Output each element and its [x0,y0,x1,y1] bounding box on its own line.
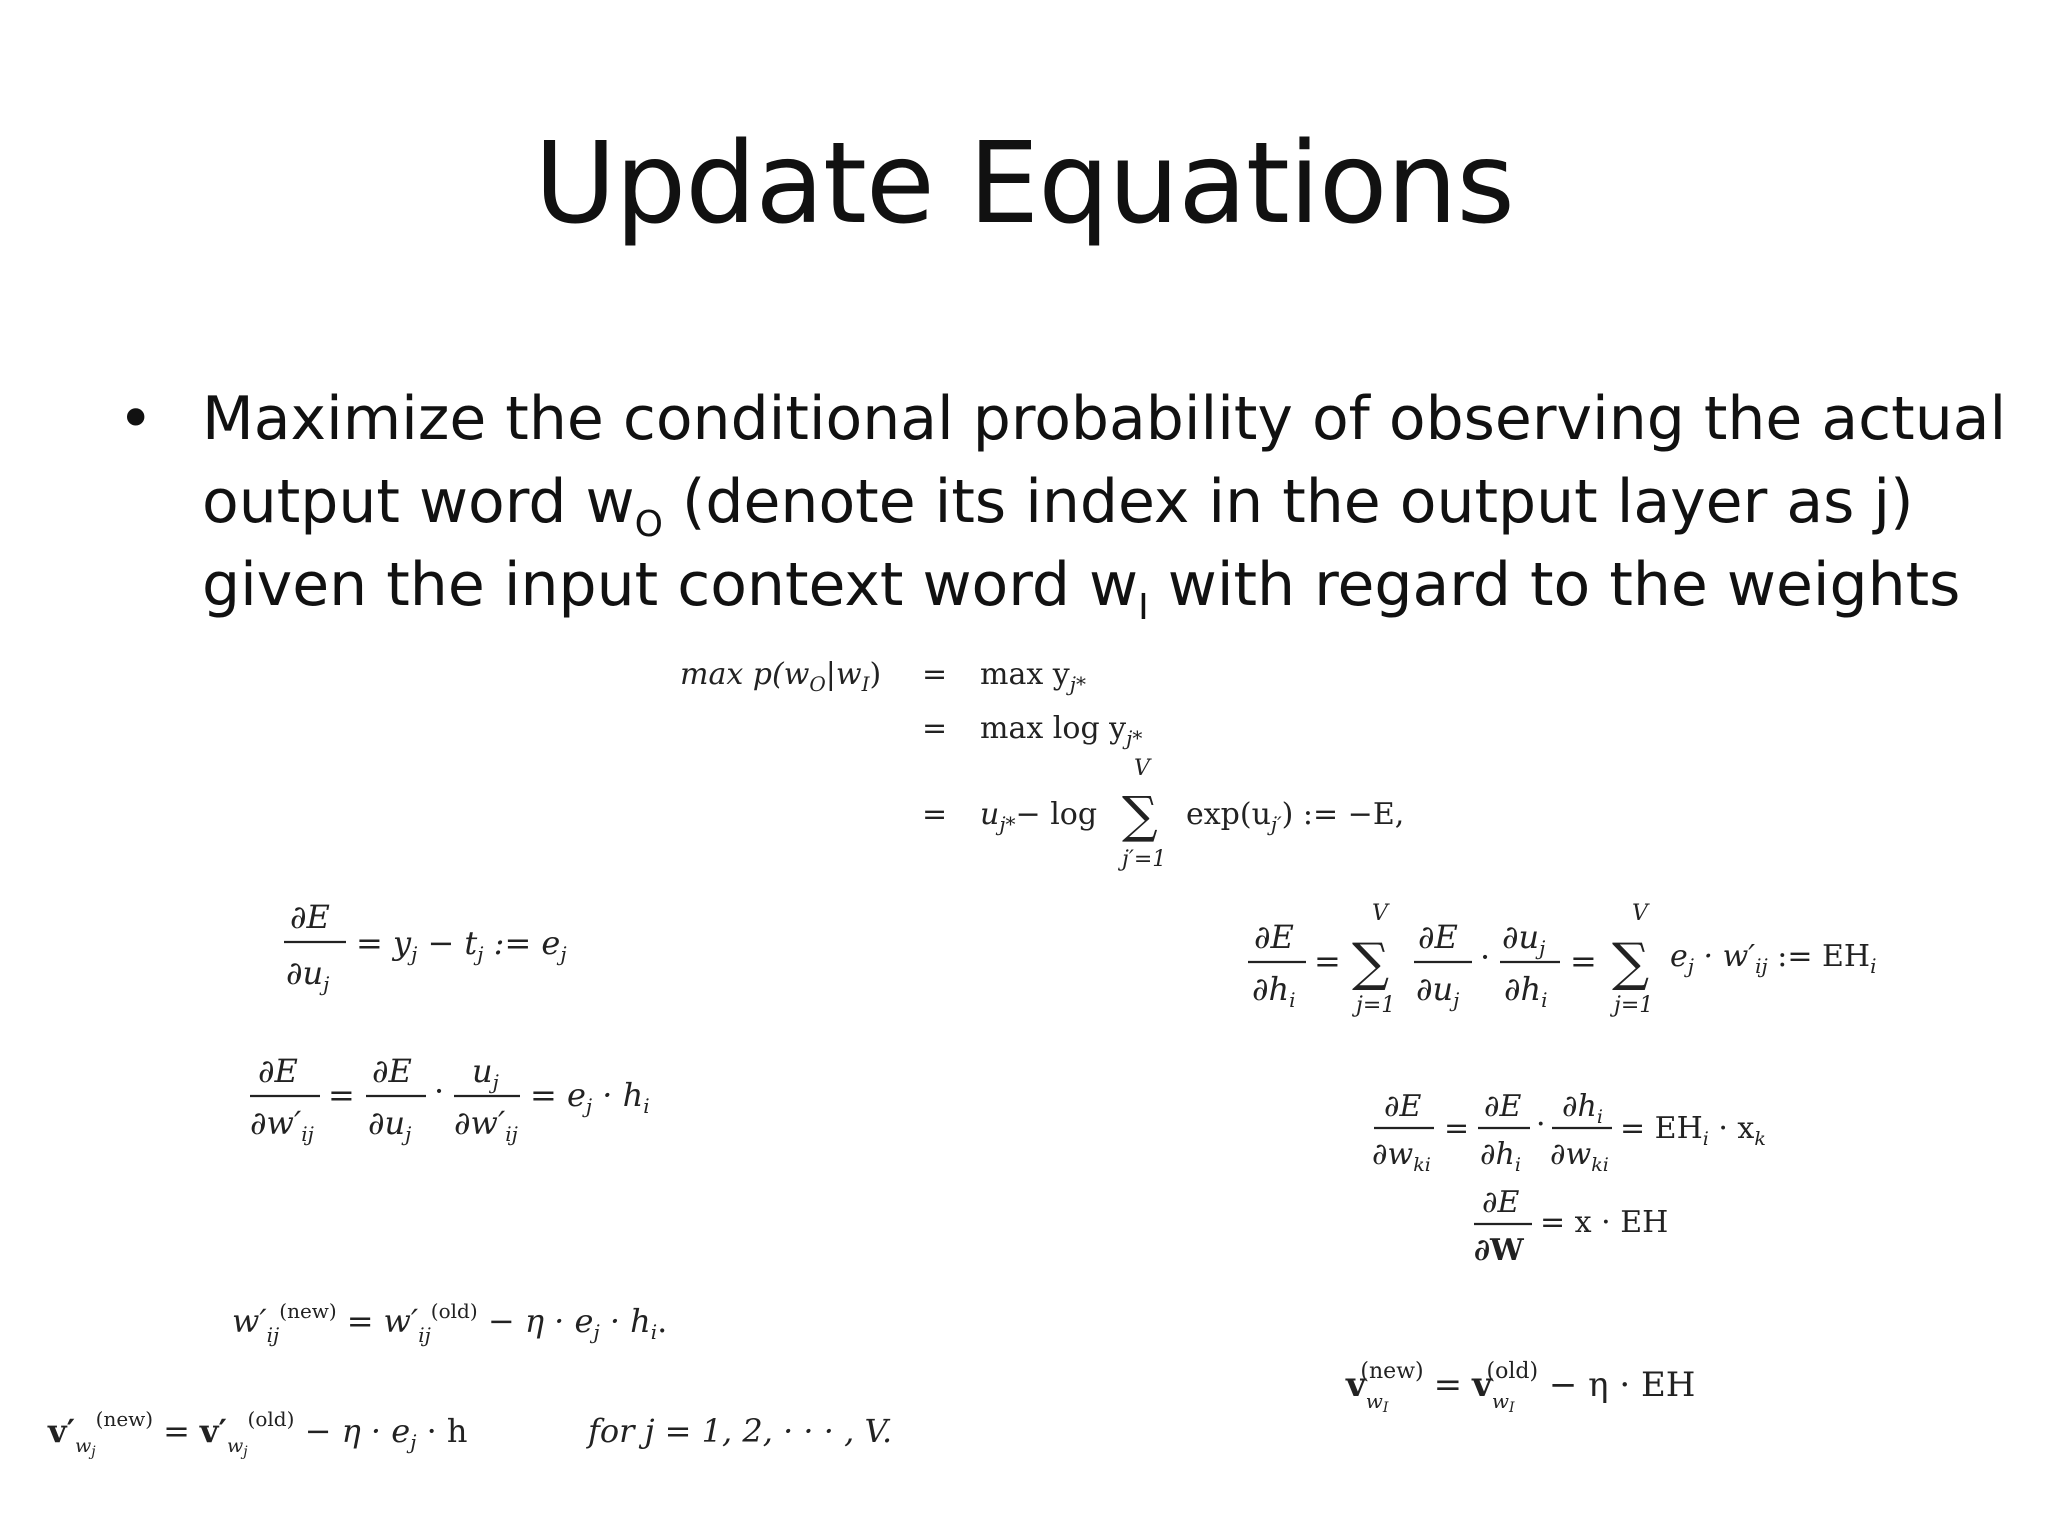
dE-dw-equation [1372,1089,1766,1176]
objective-rhs-3a: $u_{j*}- \log$ [980,797,1098,836]
bullet-line-2-start: output word w [202,467,635,537]
objective-lhs: $\max p(w_O|w_I)$ [680,657,882,696]
dE-du-equation [284,898,567,996]
objective-eq-3: = [922,797,948,832]
v-prime-for-clause: for j = 1, 2, · · · , V. [588,1412,893,1450]
objective-sum-top: V [1134,756,1150,781]
dE-dwp-numerator: ∂E [258,1052,298,1090]
dE-dwp-f3-denominator: $\partial w'_{ij}$ [454,1104,518,1146]
dE-dh-rhs: $e_j \cdot w'_{ij}$ := $EH_i$ [1670,939,1877,978]
w-prime-update: $w'_{ij}^{(new)} = w'_{ij}^{(old)} - \eta \cdot e_j \cdot h_i$. [232,1299,668,1347]
objective-equation [680,657,1404,872]
dE-dw-eq-1: = [1444,1111,1470,1146]
objective-rhs-1: $\max y_{j*}$ [980,657,1086,696]
dE-dh-sum2-symbol: ∑ [1612,933,1650,993]
dE-dh-eq-2: = [1570,942,1597,980]
dE-dw-numerator: ∂E [1384,1089,1422,1124]
dE-dw-f2-denominator: $\partial h_i$ [1480,1137,1521,1176]
dE-du-denominator: $\partial u_j$ [286,954,330,996]
dE-dw-denominator: $\partial w_{ki}$ [1372,1137,1431,1176]
objective-sum-bottom: j′=1 [1122,847,1167,872]
dE-dh-f3-denominator: $\partial h_i$ [1504,970,1548,1012]
dE-du-rhs: = $y_j - t_j$ := $e_j$ [356,924,567,966]
dE-dw-dot: · [1536,1107,1546,1142]
dE-dW-equation [1474,1185,1668,1268]
dE-dwp-f3-numerator: $u_j$ [472,1052,499,1094]
bullet-line-2-end: (denote its index in the output layer as j) [662,467,1914,537]
objective-sum-symbol: ∑ [1122,786,1158,844]
dE-dwp-f2-numerator: ∂E [372,1052,412,1090]
dE-dw-rhs: = $EH_i \cdot x_k$ [1620,1111,1766,1150]
dE-dwp-f2-denominator: $\partial u_j$ [368,1104,412,1146]
bullet-line-3-start: given the input context word w [202,550,1139,620]
w-prime-update-equation [232,1299,667,1347]
objective-rhs-3b: $\exp(u_{j'})$ := −E, [1186,797,1405,836]
dE-dh-numerator: ∂E [1254,918,1294,956]
bullet-line-1: Maximize the conditional probability of observing the actual [202,384,2007,454]
objective-eq-2: = [922,711,948,746]
dE-dwp-denominator: $\partial w'_{ij}$ [250,1104,314,1146]
subscript-o: O [634,504,663,545]
dE-dh-sum2-bottom: j=1 [1614,993,1654,1018]
dE-dh-denominator: $\partial h_i$ [1252,970,1296,1012]
v-update: $v_wI(new) = v_wI(old) - \eta$ · EH [1346,1359,1696,1416]
dE-dh-sum2-top: V [1632,901,1648,926]
dE-dh-equation [1248,901,1876,1018]
dE-dwp-rhs: = $e_j \cdot h_i$ [530,1076,650,1118]
slide-title: Update Equations [534,119,1514,249]
objective-eq-1: = [922,657,948,692]
bullet-marker: • [118,384,154,454]
dE-dW-rhs: = x · EH [1540,1205,1669,1240]
dE-dh-f2-denominator: $\partial u_j$ [1416,970,1460,1012]
dE-dh-sum1-bottom: j=1 [1356,993,1396,1018]
dE-dw-f3-numerator: $\partial h_i$ [1562,1089,1603,1128]
subscript-i: I [1138,587,1149,628]
dE-dw-f3-denominator: $\partial w_{ki}$ [1550,1137,1609,1176]
dE-dwp-eq-1: = [328,1076,355,1114]
dE-dW-denominator: ∂W [1474,1233,1524,1268]
dE-dw-prime-equation [250,1052,650,1146]
dE-dh-sum1-symbol: ∑ [1352,933,1390,993]
dE-dh-f3-numerator: $\partial u_j$ [1502,918,1546,960]
bullet-line-3-end: with regard to the weights [1148,550,1961,620]
dE-dh-sum1-top: V [1372,901,1388,926]
dE-dh-f2-numerator: ∂E [1418,918,1458,956]
dE-dW-numerator: ∂E [1482,1185,1520,1220]
dE-dw-f2-numerator: ∂E [1484,1089,1522,1124]
dE-dwp-dot: · [434,1072,445,1110]
dE-du-numerator: ∂E [290,898,330,936]
v-prime-update-equation [47,1407,892,1460]
v-update-equation [1345,1359,1695,1416]
dE-dh-eq-1: = [1314,942,1341,980]
v-prime-update: $v'_wj^{(new)} = v'_wj^{(old)} - \eta \cdot e_j \cdot h$ [48,1407,468,1460]
dE-dh-dot: · [1480,938,1491,976]
objective-rhs-2: $\max \log y_{j*}$ [980,711,1143,750]
